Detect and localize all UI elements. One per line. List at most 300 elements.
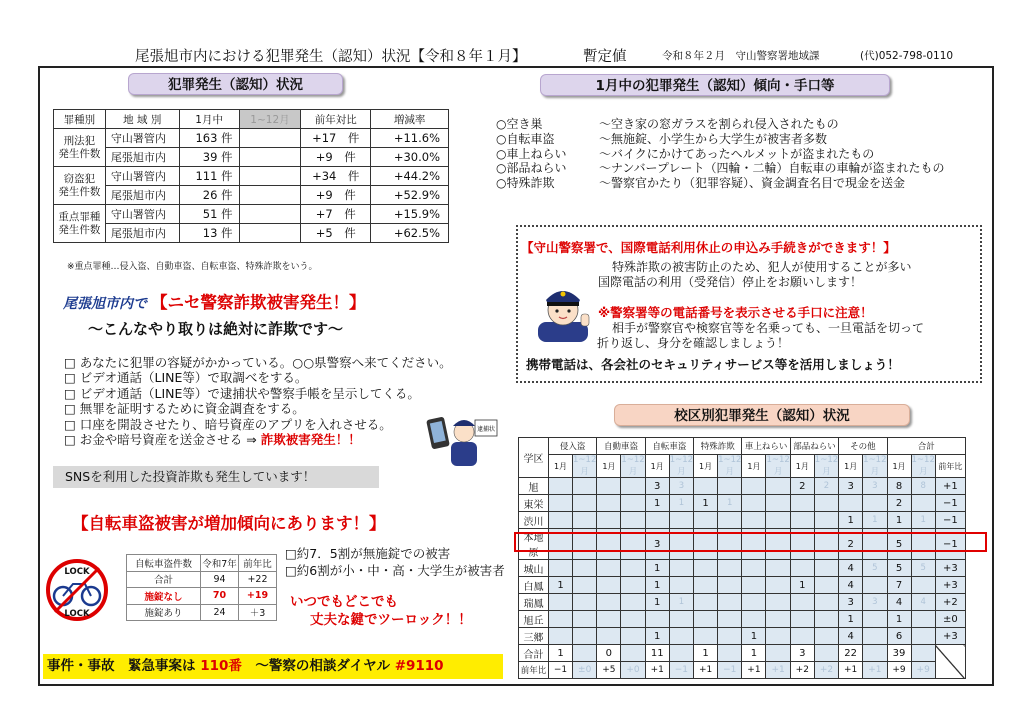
month-cell: 5 [887,529,911,560]
year-cell [814,611,838,628]
district-name: 渋川 [519,512,549,529]
district-row [519,495,966,512]
month-cell: 3 [839,478,863,495]
month-cell [790,560,814,577]
total-cell: 11 [645,645,669,662]
year-cell [766,560,790,577]
highlight-row-frame [514,532,987,552]
year-cell [718,577,742,594]
total-label: 合計 [519,645,549,662]
checklist-item: □ ビデオ通話（LINE等）で逮捕状や警察手帳を呈示してくる。 [64,385,420,401]
month-cell [549,628,573,645]
month-header: 1月 [597,455,621,478]
bike-col-header: 令和7年 [201,555,239,572]
prev-cell: +1 [766,662,790,679]
diff-cell: +34 件 [301,167,371,186]
department-label: 令和８年２月 守山警察署地域課 [662,50,820,62]
month-cell [790,611,814,628]
year-cell [718,611,742,628]
rate-cell: +44.2% [371,167,449,186]
count-cell: 26 件 [179,186,239,205]
year-cell [573,478,597,495]
year-cell: 1 [911,512,935,529]
year-cell [814,577,838,594]
category-header: 車上ねらい [742,438,790,455]
month-cell: 1 [645,594,669,611]
bike-value: 70 [201,588,239,605]
category-cell: 重点罪種 発生件数 [54,205,106,243]
year-cell [766,594,790,611]
year-cell [814,628,838,645]
prev-cell: −1 [549,662,573,679]
year-cell [766,628,790,645]
col-header: 罪種別 [54,110,106,129]
year-cell: 3 [863,478,887,495]
month-cell [597,628,621,645]
checklist-item: □ 無罪を証明するために資金調査をする。 [64,401,305,417]
year-cell [766,495,790,512]
rate-cell: +11.6% [371,129,449,148]
yoy-cell: −1 [935,529,965,560]
district-name: 三郷 [519,628,549,645]
bike-notes [285,546,505,579]
crime-table [53,109,449,243]
year-header: 1~12月 [669,455,694,477]
month-cell [742,478,766,495]
month-cell: 1 [694,495,718,512]
month-cell [694,611,718,628]
school-section-title: 校区別犯罪発生（認知）状況 [614,404,910,426]
total-cell: 0 [597,645,621,662]
yoy-cell: −1 [935,495,965,512]
month-cell [597,478,621,495]
bike-yoy: ＋3 [239,604,277,621]
year-cell: 3 [863,594,887,611]
month-cell [597,512,621,529]
month-cell: 8 [887,478,911,495]
bike-value: 24 [201,604,239,621]
prev-cell: +1 [839,662,863,679]
yoy-cell: +3 [935,560,965,577]
year-cell [766,512,790,529]
year-cell [573,495,597,512]
year-cell [573,560,597,577]
month-header: 1月 [839,455,863,478]
area-cell: 尾張旭市内 [105,224,179,243]
month-cell: 4 [839,577,863,594]
district-name: 白鳳 [519,577,549,594]
month-cell [694,512,718,529]
intl-text: 折り返し、身分を確認しましょう！ [597,336,790,350]
year-cell: 2 [814,478,838,495]
district-row [519,560,966,577]
district-name: 瑞鳳 [519,594,549,611]
category-header: 侵入盗 [549,438,597,455]
area-cell: 守山署管内 [105,205,179,224]
district-header: 学区 [519,438,549,478]
intl-text: 携帯電話は、各会社のセキュリティサービス等を活用しましょう！ [526,357,900,372]
intl-text: 相手が警察官や検察官等を名乗っても、一旦電話を切って [612,321,925,335]
prev-cell: +9 [887,662,911,679]
category-cell: 窃盗犯 発生件数 [54,167,106,205]
scam-place: 尾張旭市内で [63,296,147,312]
district-row [519,577,966,594]
month-cell [694,594,718,611]
month-cell: 2 [887,495,911,512]
year-header: 1~12月 [718,455,742,477]
total-cell: 1 [694,645,718,662]
district-name: 旭 [519,478,549,495]
district-row [519,594,966,611]
prev-cell: +1 [645,662,669,679]
prev-cell: ±0 [573,662,597,679]
month-cell: 1 [839,611,863,628]
month-header: 1月 [742,455,766,478]
officer-illustration [534,280,592,342]
intl-text: 特殊詐欺の被害防止のため、犯人が使用することが多い [612,260,912,274]
year-cell: 5 [863,560,887,577]
district-row [519,512,966,529]
checklist-item: □ 口座を開設させたり、暗号資産のアプリを入れさせる。 [64,416,392,432]
month-header: 1月 [790,455,814,478]
month-header: 1月 [549,455,573,478]
diff-cell: +9 件 [301,148,371,167]
month-cell [549,495,573,512]
diagonal-cell [935,645,965,679]
month-cell: 7 [887,577,911,594]
year-cell: 5 [911,560,935,577]
total-row [519,645,966,662]
prev-cell: +1 [863,662,887,679]
month-cell [549,512,573,529]
district-row [519,611,966,628]
month-cell [742,512,766,529]
bike-row-label: 施錠あり [127,604,201,621]
month-cell: 3 [839,594,863,611]
bike-col-header: 自転車盗件数 [127,555,201,572]
year-cell [766,577,790,594]
year-cell [911,577,935,594]
bike-yoy: +22 [239,571,277,588]
month-cell: 6 [887,628,911,645]
prev-year-row [519,662,966,679]
prev-label: 前年比 [519,662,549,679]
month-cell [694,628,718,645]
phone-number: (代)052-798-0110 [860,50,954,62]
diff-cell: +17 件 [301,129,371,148]
month-cell [597,560,621,577]
col-header: 増減率 [371,110,449,129]
year-cell [718,478,742,495]
rate-cell: +30.0% [371,148,449,167]
year-cell [621,611,645,628]
bike-table [126,554,277,621]
checklist-item: □ あなたに犯罪の容疑がかかっている。○○県警察へ来てください。 [64,355,452,370]
year-cell [621,628,645,645]
police-phone-illustration [425,412,499,466]
year-cell [814,560,838,577]
rate-cell: +52.9% [371,186,449,205]
year-header: 1~12月 [766,455,790,477]
year-cell [621,577,645,594]
year-header: 1~12月 [911,455,935,477]
total-cell: 39 [887,645,911,662]
prev-cell: +9 [911,662,935,679]
count-cell: 111 件 [179,167,239,186]
yoy-cell: ±0 [935,611,965,628]
month-cell: 1 [887,611,911,628]
month-cell [645,512,669,529]
month-header: 1月 [645,455,669,478]
year-cell [766,478,790,495]
year-header: 1~12月 [863,455,887,477]
district-name: 本地原 [519,529,549,560]
yoy-cell: +3 [935,577,965,594]
bike-value: 94 [201,571,239,588]
year-cell [669,611,693,628]
col-header: 前年対比 [301,110,371,129]
month-cell [597,611,621,628]
year-cell [814,512,838,529]
month-cell: 4 [839,628,863,645]
diff-cell: +9 件 [301,186,371,205]
month-cell [694,560,718,577]
year-cell [718,594,742,611]
bike-yoy: +19 [239,588,277,605]
year-cell: 8 [911,478,935,495]
district-name: 城山 [519,560,549,577]
month-cell: 4 [839,560,863,577]
month-cell: 5 [887,560,911,577]
month-cell: 3 [645,478,669,495]
month-cell: 1 [645,577,669,594]
month-cell: 1 [645,628,669,645]
intl-text: 国際電話の利用（受発信）停止をお願いします！ [598,275,863,289]
year-cell [863,628,887,645]
month-cell [549,478,573,495]
month-cell [742,577,766,594]
month-cell [694,478,718,495]
count-cell: 51 件 [179,205,239,224]
count-cell: 39 件 [179,148,239,167]
month-cell [790,628,814,645]
year-cell [669,512,693,529]
year-header: 1~12月 [573,455,597,477]
month-cell: 1 [839,512,863,529]
category-header: 合計 [887,438,965,455]
count-cell: 163 件 [179,129,239,148]
checklist-item: □ お金や暗号資産を送金させる ⇒ 詐欺被害発生！！ [64,432,361,448]
lock-text-top: LOCK [64,567,90,577]
month-cell [549,560,573,577]
month-cell [790,512,814,529]
category-header: その他 [839,438,887,455]
month-cell: 1 [645,560,669,577]
status-label: 暫定値 [583,49,627,65]
year-cell [911,495,935,512]
yoy-cell: +1 [935,478,965,495]
category-header: 自動車盗 [597,438,645,455]
prev-cell: +5 [597,662,621,679]
bike-row-label: 施錠なし [127,588,201,605]
month-cell: 2 [790,478,814,495]
month-cell: 1 [645,495,669,512]
year-header: 1~12月 [814,455,839,477]
month-cell [839,495,863,512]
col-header: 1~12月 [239,110,301,129]
emergency-banner: 事件・事故 緊急事案は 110番 ～警察の相談ダイヤル #9110 [43,654,503,679]
month-cell: 3 [645,529,669,560]
year-cell [863,495,887,512]
page-title: 尾張旭市内における犯罪発生（認知）状況【令和８年１月】 [135,49,527,65]
area-cell: 尾張旭市内 [105,186,179,205]
month-cell: 1 [549,577,573,594]
year-cell [621,560,645,577]
year-cell [573,628,597,645]
year-cell [911,628,935,645]
month-cell [597,495,621,512]
prev-cell: +2 [814,662,838,679]
month-cell [742,560,766,577]
prev-cell: −1 [669,662,693,679]
rate-cell: +15.9% [371,205,449,224]
col-header: 1月中 [179,110,239,129]
total-cell: 22 [839,645,863,662]
year-cell [863,611,887,628]
bike-theft-headline: 【自転車盗被害が増加傾向にあります！】 [72,514,386,533]
district-name: 東栄 [519,495,549,512]
year-cell [573,594,597,611]
area-cell: 守山署管内 [105,129,179,148]
year-header: 1~12月 [621,455,645,477]
prev-cell: +1 [694,662,718,679]
month-cell: 2 [839,529,863,560]
month-cell [597,577,621,594]
year-cell [621,495,645,512]
lock-text-bottom: LOCK [64,609,90,619]
month-cell: 1 [790,577,814,594]
year-cell [621,478,645,495]
trend-section-title: 1月中の犯罪発生（認知）傾向・手口等 [540,74,890,96]
crime-section-title: 犯罪発生（認知）状況 [128,73,343,95]
year-cell [718,560,742,577]
bike-note: □約6割が小・中・高・大学生が被害者 [285,562,505,578]
count-cell: 13 件 [179,224,239,243]
month-cell [645,611,669,628]
month-header: 1月 [887,455,911,478]
yoy-cell: −1 [935,512,965,529]
month-cell [790,594,814,611]
year-cell [766,611,790,628]
diff-cell: +7 件 [301,205,371,224]
month-cell [597,594,621,611]
year-cell: 1 [669,495,693,512]
month-cell [549,611,573,628]
intl-call-title: 【守山警察署で、国際電話利用休止の申込み手続きができます！】 [521,240,896,255]
bike-col-header: 前年比 [239,555,277,572]
year-cell [669,577,693,594]
month-cell [742,611,766,628]
crime-note: ※重点罪種…侵入盗、自動車盗、自転車盗、特殊詐欺をいう。 [67,262,318,272]
sns-notice: SNSを利用した投資詐欺も発生しています！ [53,466,379,488]
month-cell [742,495,766,512]
year-cell: 3 [669,478,693,495]
year-cell [814,594,838,611]
bike-note: □約7．5割が無施錠での被害 [285,546,451,561]
rate-cell: +62.5% [371,224,449,243]
month-cell [742,594,766,611]
year-cell: 4 [911,594,935,611]
year-cell [718,628,742,645]
yoy-cell: +2 [935,594,965,611]
checklist-item: □ ビデオ通話（LINE等）で取調べをする。 [64,370,308,386]
district-name: 旭丘 [519,611,549,628]
month-cell [549,594,573,611]
category-header: 特殊詐欺 [694,438,742,455]
year-cell [814,495,838,512]
diff-cell: +5 件 [301,224,371,243]
month-cell: 1 [742,628,766,645]
year-cell [573,512,597,529]
col-header: 地 域 別 [105,110,179,129]
scam-checklist [64,355,452,447]
month-cell: 1 [887,512,911,529]
yoy-header: 前年比 [935,455,965,478]
year-cell [911,611,935,628]
month-cell [790,495,814,512]
prev-cell: +2 [790,662,814,679]
year-cell [573,611,597,628]
bike-row-label: 合計 [127,571,201,588]
school-district-table [518,437,966,679]
year-cell [621,594,645,611]
category-header: 部品ねらい [790,438,838,455]
yoy-cell: +3 [935,628,965,645]
year-cell [718,512,742,529]
category-cell: 刑法犯 発生件数 [54,129,106,167]
area-cell: 守山署管内 [105,167,179,186]
two-lock-logo [45,558,109,622]
district-row [519,478,966,495]
year-cell: 1 [718,495,742,512]
page-header [135,43,1005,65]
bike-slogan: いつでもどこでも 丈夫な鍵でツーロック！！ [290,594,472,628]
prev-cell: −1 [718,662,742,679]
year-cell: 1 [863,512,887,529]
month-cell: 4 [887,594,911,611]
year-cell [621,512,645,529]
warrant-badge-text: 逮捕状 [476,426,496,433]
year-cell [573,577,597,594]
prev-cell: +0 [621,662,645,679]
total-cell: 1 [742,645,766,662]
category-header: 自転車盗 [645,438,693,455]
month-cell [694,577,718,594]
prev-cell: +1 [742,662,766,679]
intl-warning: ※警察署等の電話番号を表示させる手口に注意！ [598,305,873,320]
year-cell: 1 [669,594,693,611]
scam-subtitle: ～こんなやり取りは絶対に詐欺です～ [88,320,344,338]
area-cell: 尾張旭市内 [105,148,179,167]
year-cell [669,628,693,645]
scam-headline [63,289,366,313]
total-cell: 3 [790,645,814,662]
year-cell [863,577,887,594]
district-row [519,628,966,645]
year-cell [669,560,693,577]
month-header: 1月 [694,455,718,478]
scam-title: 【ニセ警察詐欺被害発生！】 [151,293,366,312]
